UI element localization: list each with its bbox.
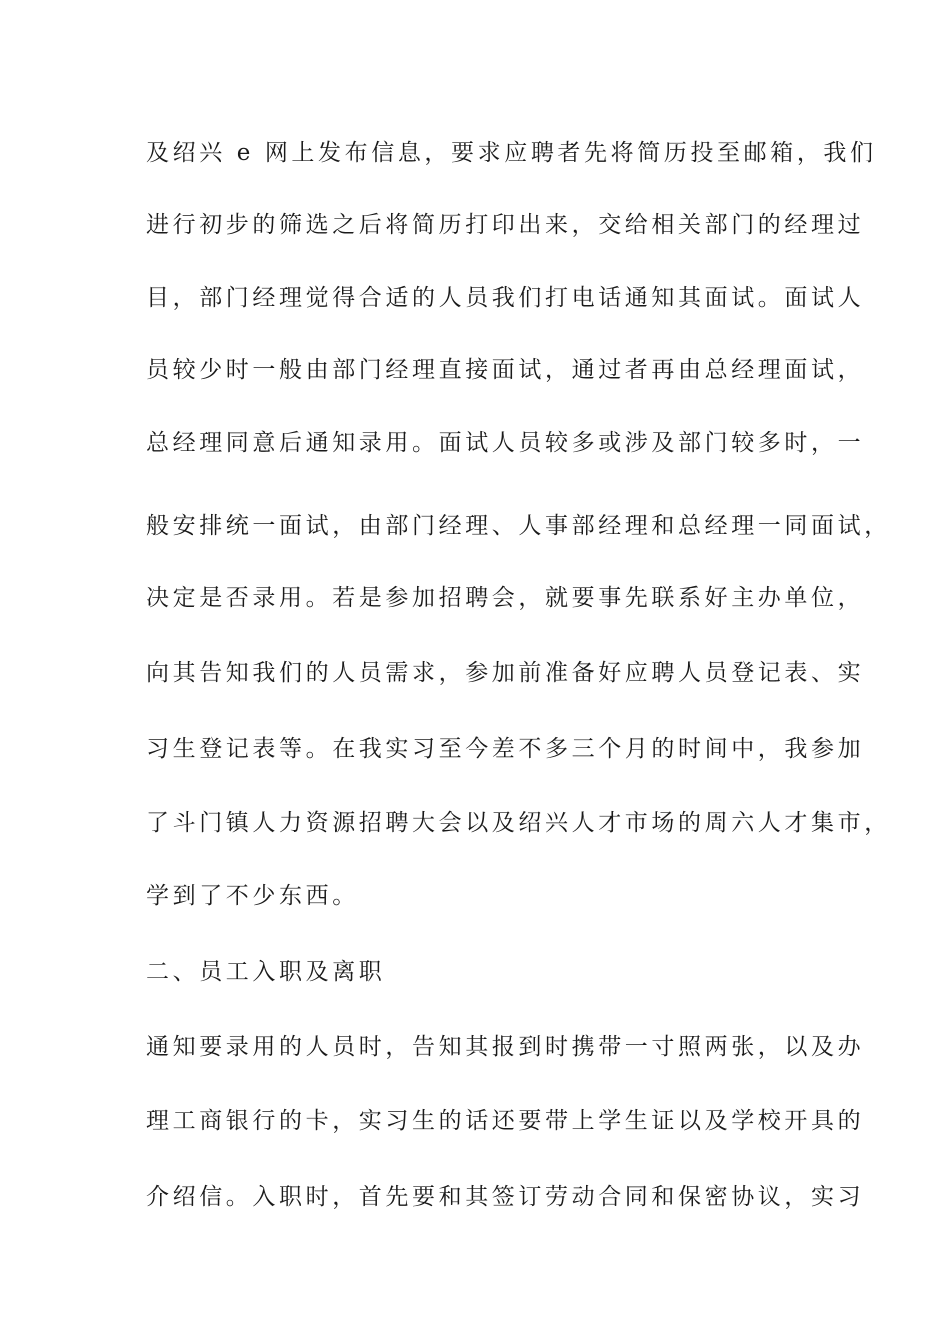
- paragraph-line: 及绍兴 e 网上发布信息，要求应聘者先将简历投至邮箱，我们: [146, 140, 877, 166]
- paragraph-line: 总经理同意后通知录用。面试人员较多或涉及部门较多时，一: [146, 430, 865, 456]
- paragraph-line: 般安排统一面试，由部门经理、人事部经理和总经理一同面试，: [146, 513, 891, 539]
- paragraph-line: 员较少时一般由部门经理直接面试，通过者再由总经理面试，: [146, 357, 865, 383]
- paragraph-line: 了斗门镇人力资源招聘大会以及绍兴人才市场的周六人才集市，: [146, 810, 891, 836]
- paragraph-line: 决定是否录用。若是参加招聘会，就要事先联系好主办单位，: [146, 585, 865, 611]
- paragraph-line: 进行初步的筛选之后将简历打印出来，交给相关部门的经理过: [146, 212, 865, 238]
- paragraph-line: 通知要录用的人员时，告知其报到时携带一寸照两张，以及办: [146, 1034, 865, 1060]
- section-heading: 二、员工入职及离职: [146, 959, 386, 985]
- paragraph-line: 目，部门经理觉得合适的人员我们打电话通知其面试。面试人: [146, 285, 865, 311]
- paragraph-line: 学到了不少东西。: [146, 883, 359, 909]
- paragraph-line: 向其告知我们的人员需求，参加前准备好应聘人员登记表、实: [146, 660, 865, 686]
- paragraph-line: 理工商银行的卡，实习生的话还要带上学生证以及学校开具的: [146, 1108, 865, 1134]
- paragraph-line: 介绍信。入职时，首先要和其签订劳动合同和保密协议，实习: [146, 1184, 865, 1210]
- paragraph-line: 习生登记表等。在我实习至今差不多三个月的时间中，我参加: [146, 736, 865, 762]
